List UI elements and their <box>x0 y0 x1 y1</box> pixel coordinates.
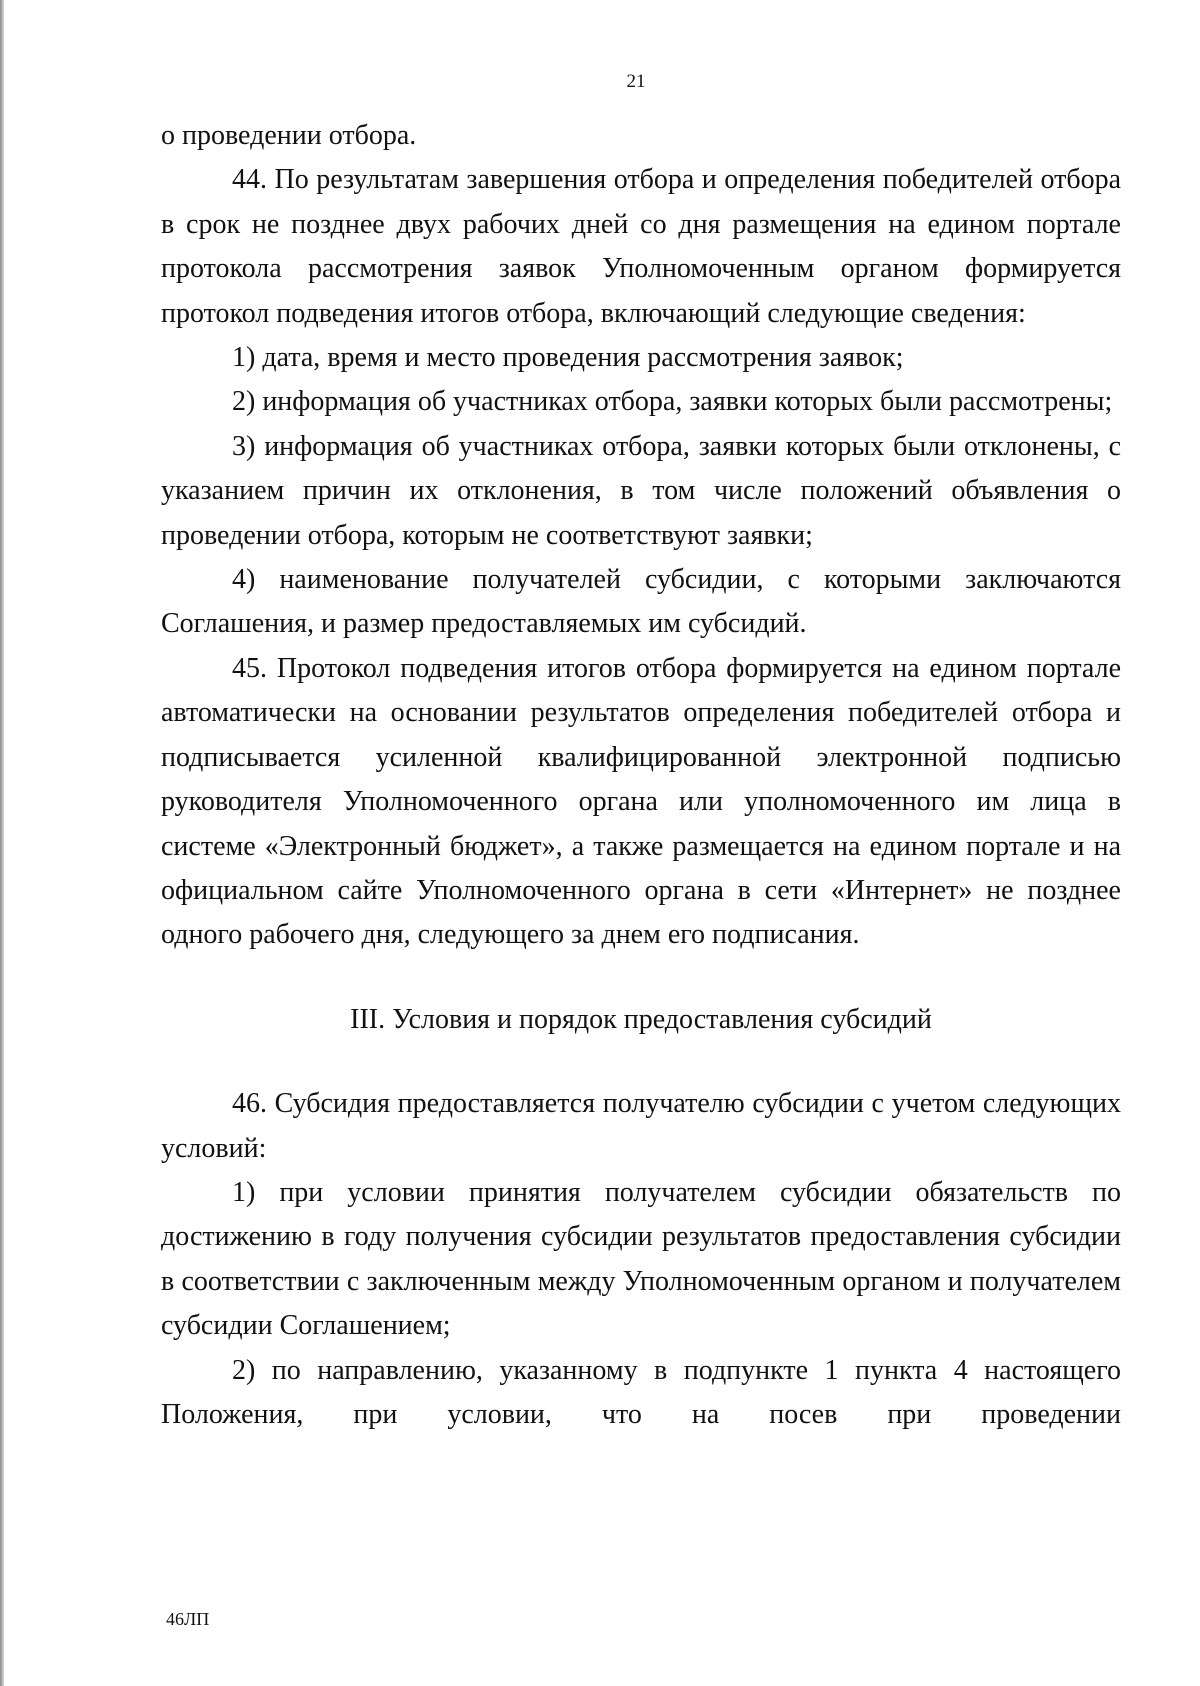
list-item-2: 2) информация об участниках отбора, заявки которых были рассмотрены; <box>232 386 1113 418</box>
footer-document-code: 46ЛП <box>166 1609 210 1629</box>
list-item-4: 4) наименование получателей субсидии, с которыми заключаются Соглашения, и размер предоставляемых им субсидий. <box>161 564 1121 640</box>
paragraph-46: 46. Субсидия предоставляется получателю субсидии с учетом следующих условий: <box>161 1088 1121 1164</box>
paragraph-continuation: о проведении отбора. <box>161 120 417 151</box>
list-item-3: 3) информация об участниках отбора, заявки которых были отклонены, с указанием причин их отклонения, в том числе положений объявления о проведении отбора, которым не соответствуют заявки; <box>161 430 1121 551</box>
scan-left-edge <box>0 0 4 1686</box>
condition-item-1: 1) при условии принятия получателем субсидии обязательств по достижению в году получения субсидии результатов предоставления субсидии в соответствии с заключенным между Уполномоченным органом и получателем субсидии Соглашением; <box>161 1176 1121 1342</box>
list-item-1: 1) дата, время и место проведения рассмотрения заявок; <box>232 342 904 374</box>
paragraph-45: 45. Протокол подведения итогов отбора формируется на едином портале автоматически на основании результатов определения победителей отбора и подписывается усиленной квалифицированной электронной подписью руководителя Уполномоченного органа или уполномоченного им лица в системе «Электронный бюджет», а также размещается на едином портале и на официальном сайте Уполномоченного органа в сети «Интернет» не позднее одного рабочего дня, следующего за днем его подписания. <box>161 652 1121 951</box>
page-number: 21 <box>626 71 646 92</box>
paragraph-44: 44. По результатам завершения отбора и определения победителей отбора в срок не позднее двух рабочих дней со дня размещения на едином портале протокола рассмотрения заявок Уполномоченным органом формируется протокол подведения итогов отбора, включающий следующие сведения: <box>161 164 1121 329</box>
condition-item-2: 2) по направлению, указанному в подпункте 1 пункта 4 настоящего Положения, при условии, что на посев при проведении <box>161 1354 1121 1430</box>
document-body <box>161 114 1121 1437</box>
section-heading: III. Условия и порядок предоставления субсидий <box>350 1003 932 1035</box>
